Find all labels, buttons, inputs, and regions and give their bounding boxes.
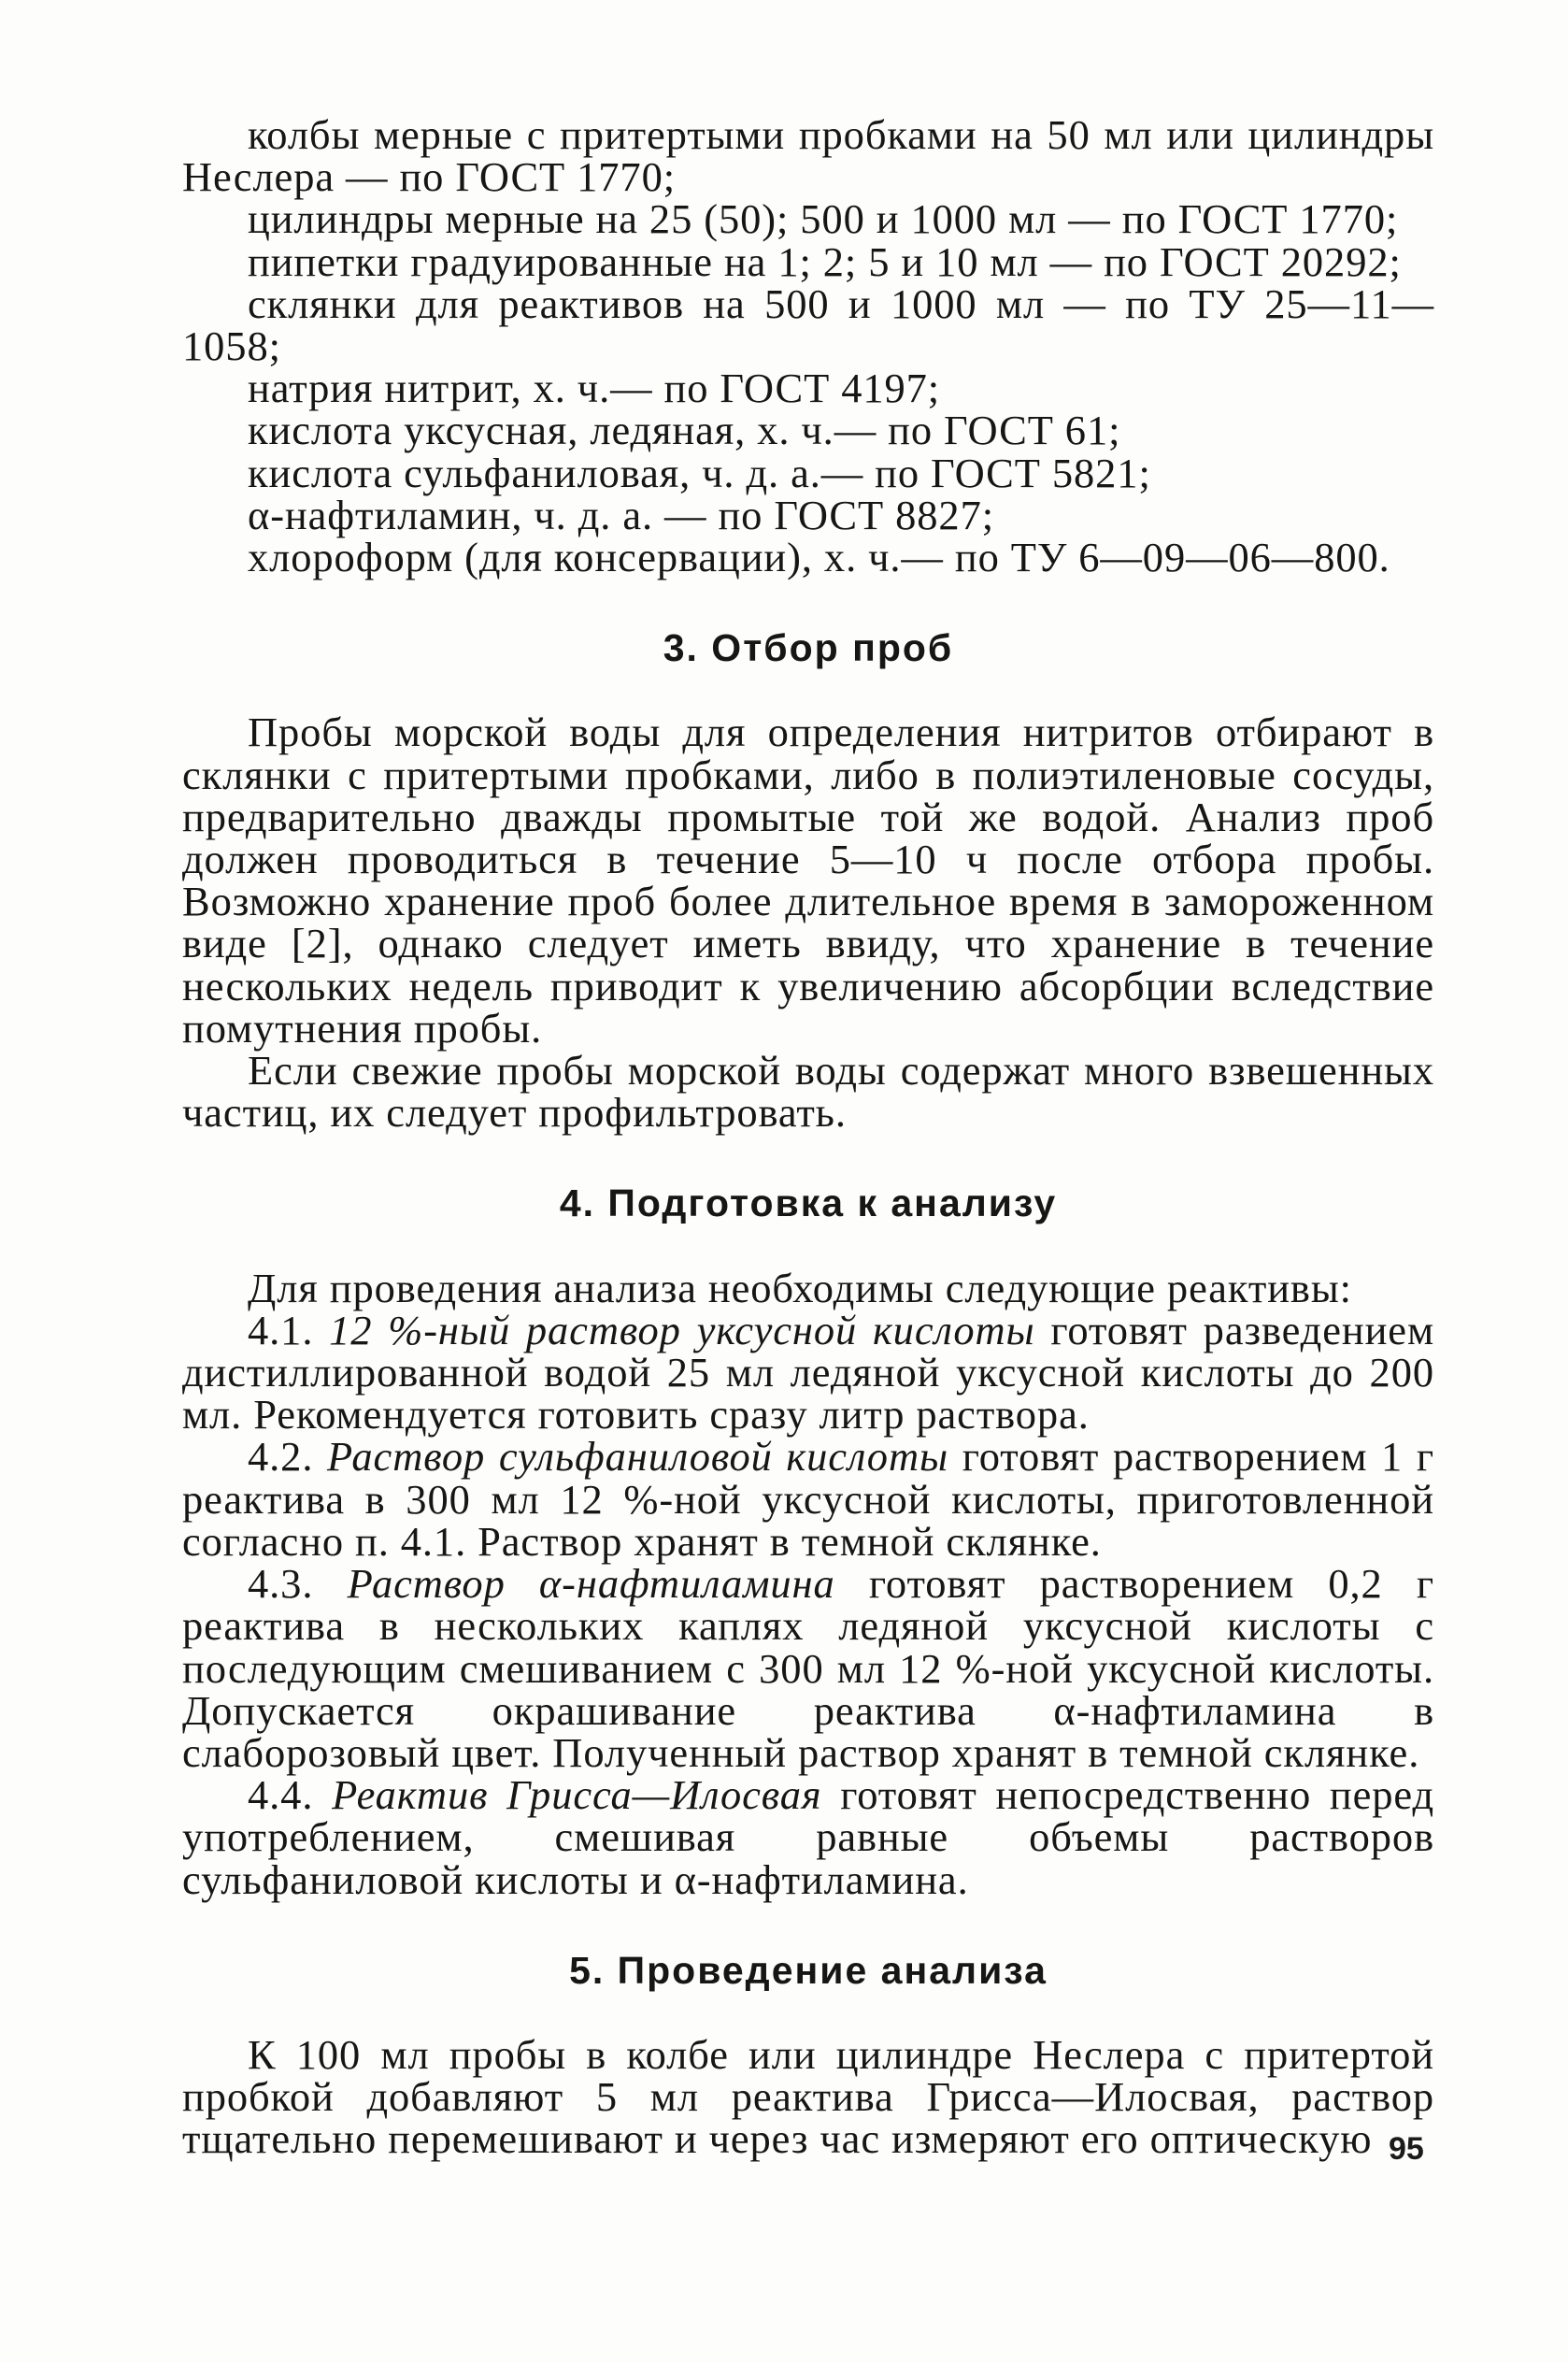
reagent-number: 4.1. xyxy=(248,1306,314,1353)
text-column xyxy=(182,111,1435,2163)
reagent-name: Раствор сульфаниловой кислоты xyxy=(327,1433,949,1481)
reagent-item-4-1 xyxy=(182,1306,1435,1439)
reagent-item-4-2 xyxy=(182,1433,1435,1565)
reagent-number: 4.2. xyxy=(248,1433,314,1481)
reagent-name: Раствор α-нафтиламина xyxy=(347,1560,835,1608)
reagent-text: готовят растворением 0,2 г реактива в нескольких каплях ледяной уксусной кислоты с последующим смешиванием с 300 мл 12 %-ной уксусной кислоты. Допускается окрашивание реактива α-нафтиламина в слаборозовый цвет. Полученный раствор хранят в темной склянке. xyxy=(182,1560,1435,1776)
materials-list xyxy=(182,111,1434,581)
reagent-text: готовят непосредственно перед употреблением, смешивая равные объемы растворов сульфаниловой кислоты и α-нафтиламина. xyxy=(182,1771,1434,1903)
reagent-name: 12 %-ный раствор уксусной кислоты xyxy=(329,1306,1035,1353)
section-3-paragraph: Если свежие пробы морской воды содержат много взвешенных частиц, их следует профильтровать. xyxy=(182,1047,1434,1137)
list-item: кислота уксусная, ледяная, х. ч.— по ГОСТ 61; xyxy=(248,407,1121,454)
section-3-paragraph: Пробы морской воды для определения нитритов отбирают в склянки с притертыми пробками, либо в полиэтиленовые сосуды, предварительно дважды промытые той же водой. Анализ проб должен проводиться в течение 5—10 ч после отбора пробы. Возможно хранение проб более длительное время в замороженном виде [2], однако следует иметь ввиду, что хранение в течение нескольких недель приводит к увеличению абсорбции вследствие помутнения пробы. xyxy=(182,709,1434,1052)
reagent-number: 4.3. xyxy=(248,1560,314,1608)
section-4-intro: Для проведения анализа необходимы следующие реактивы: xyxy=(248,1264,1352,1311)
reagent-item-4-4 xyxy=(182,1771,1434,1903)
list-item: кислота сульфаниловая, ч. д. а.— по ГОСТ 5821; xyxy=(248,449,1151,496)
list-item: колбы мерные с притертыми пробками на 50 мл или цилиндры Неслера — по ГОСТ 1770; xyxy=(182,111,1434,201)
list-item: α-нафтиламин, ч. д. а. — по ГОСТ 8827; xyxy=(248,491,994,538)
list-item: пипетки градуированные на 1; 2; 5 и 10 мл — по ГОСТ 20292; xyxy=(248,237,1402,285)
list-item: склянки для реактивов на 500 и 1000 мл — по ТУ 25—11—1058; xyxy=(182,279,1434,370)
page-number: 95 xyxy=(1389,2131,1424,2167)
section-4-heading: 4. Подготовка к анализу xyxy=(559,1181,1058,1225)
section-5-heading: 5. Проведение анализа xyxy=(569,1948,1048,1992)
reagent-text: готовят разведением дистиллированной водой 25 мл ледяной уксусной кислоты до 200 мл. Рекомендуется готовить сразу литр раствора. xyxy=(182,1306,1435,1439)
reagent-item-4-3 xyxy=(182,1560,1435,1776)
list-item: натрия нитрит, х. ч.— по ГОСТ 4197; xyxy=(248,365,941,412)
section-5-paragraph: К 100 мл пробы в колбе или цилиндре Неслера с притертой пробкой добавляют 5 мл реактива Грисса—Илосвая, раствор тщательно перемешивают и через час измеряют его оптическую xyxy=(182,2030,1434,2163)
reagent-name: Реактив Грисса—Илосвая xyxy=(332,1771,822,1819)
list-item: хлороформ (для консервации), х. ч.— по ТУ 6—09—06—800. xyxy=(248,534,1390,581)
section-3-heading: 3. Отбор проб xyxy=(663,626,954,670)
reagent-number: 4.4. xyxy=(248,1771,314,1819)
reagent-text: готовят растворением 1 г реактива в 300 мл 12 %-ной уксусной кислоты, приготовленной согласно п. 4.1. Раствор хранят в темной склянке. xyxy=(182,1433,1435,1565)
list-item: цилиндры мерные на 25 (50); 500 и 1000 мл — по ГОСТ 1770; xyxy=(248,195,1399,243)
